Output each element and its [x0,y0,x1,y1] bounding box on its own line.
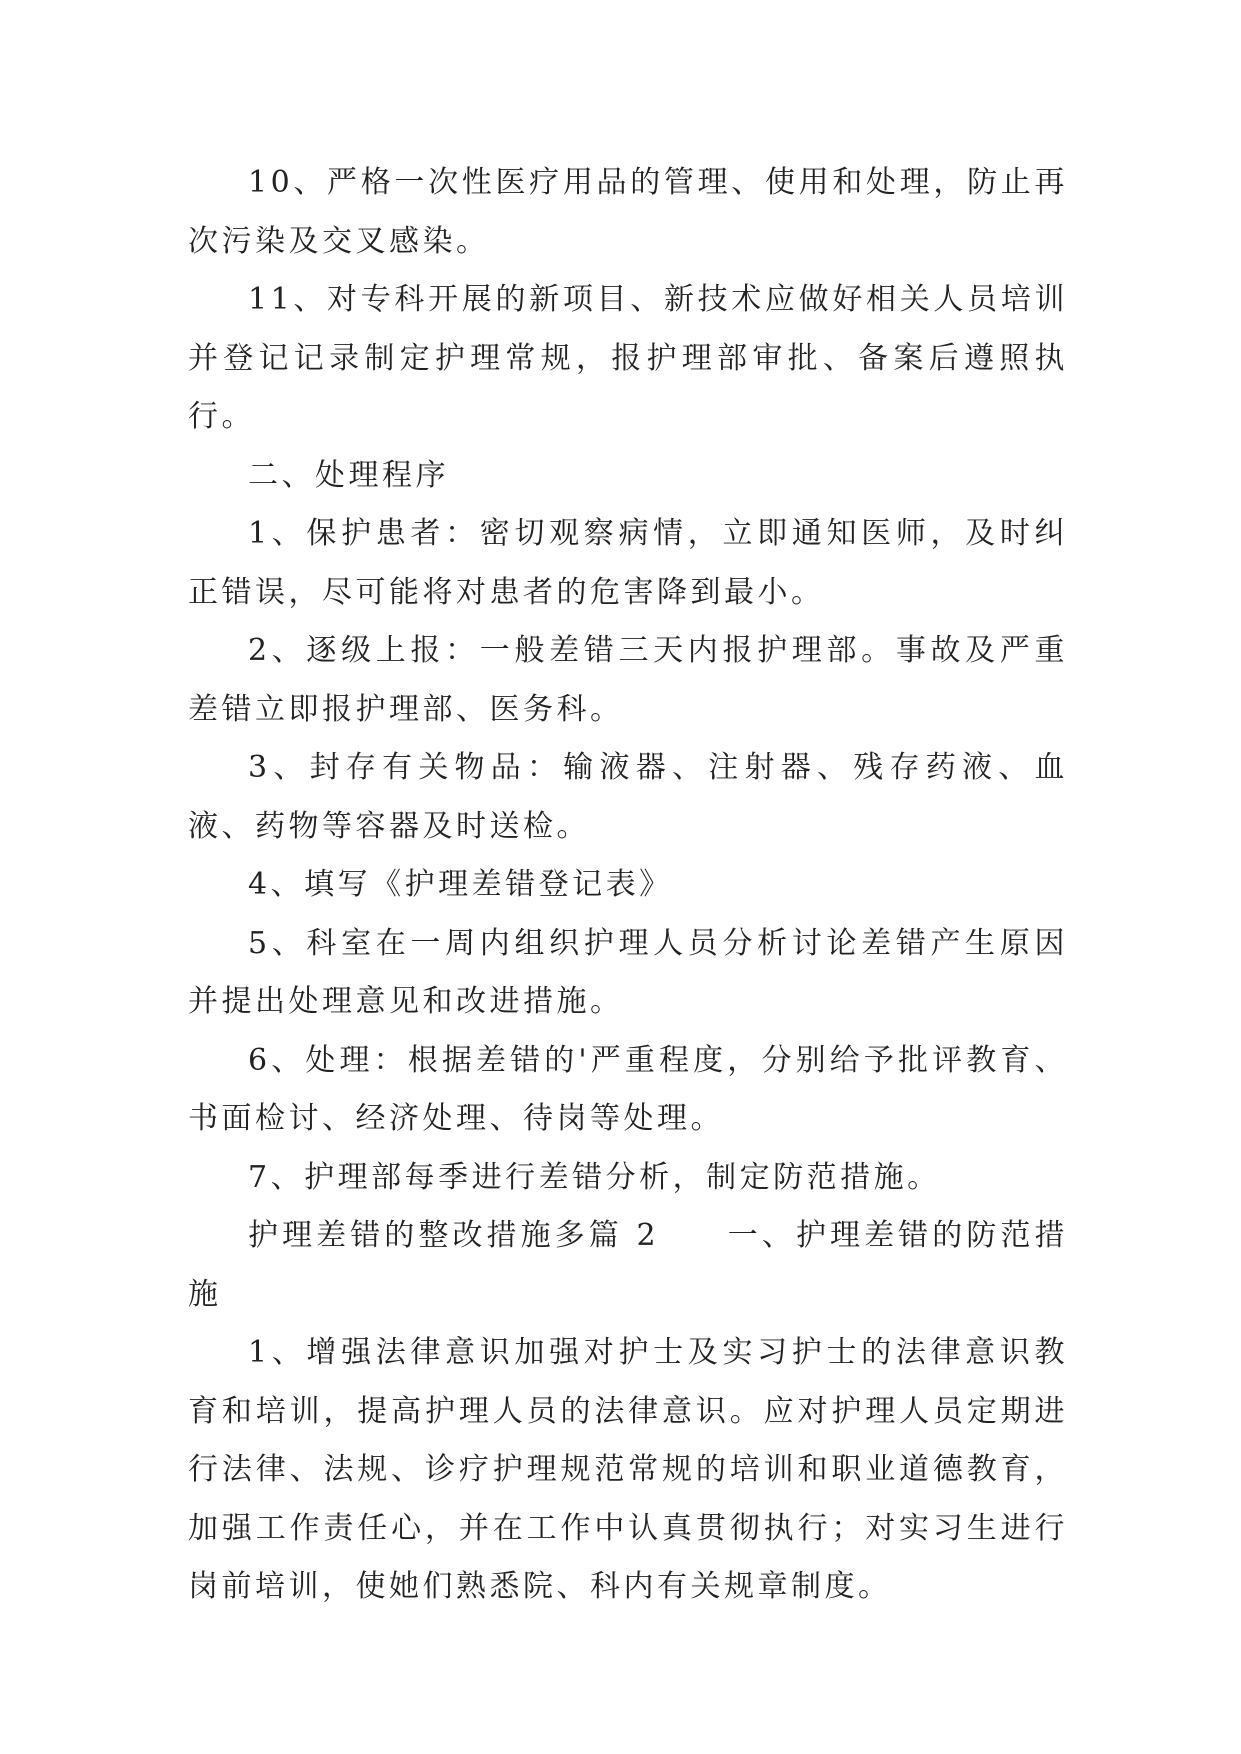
paragraph-step-2: 2、逐级上报：一般差错三天内报护理部。事故及严重差错立即报护理部、医务科。 [188,633,1068,727]
paragraph-step-4: 4、填写《护理差错登记表》 [248,867,673,902]
section-heading-procedure: 二、处理程序 [248,457,449,493]
paragraph-step-7: 7、护理部每季进行差错分析，制定防范措施。 [248,1159,941,1195]
paragraph-step-1: 1、保护患者：密切观察病情，立即通知医师，及时纠正错误，尽可能将对患者的危害降到最小。 [188,516,1068,610]
paragraph-step-3: 3、封存有关物品：输液器、注射器、残存药液、血液、药物等容器及时送检。 [188,750,1068,844]
paragraph-item-10: 10、严格一次性医疗用品的管理、使用和处理，防止再次污染及交叉感染。 [188,165,1068,259]
document-body [188,154,1068,1617]
paragraph-step-5: 5、科室在一周内组织护理人员分析讨论差错产生原因并提出处理意见和改进措施。 [188,925,1068,1019]
paragraph-measure-1: 1、增强法律意识加强对护士及实习护士的法律意识教育和培训，提高护理人员的法律意识。应对护理人员定期进行法律、法规、诊疗护理规范常规的培训和职业道德教育，加强工作责任心，并在工作中认真贯彻执行；对实习生进行岗前培训，使她们熟悉院、科内有关规章制度。 [188,1335,1068,1604]
paragraph-step-6: 6、处理：根据差错的'严重程度，分别给予批评教育、书面检讨、经济处理、待岗等处理。 [188,1042,1068,1136]
paragraph-item-11: 11、对专科开展的新项目、新技术应做好相关人员培训并登记记录制定护理常规，报护理部审批、备案后遵照执行。 [188,282,1068,434]
section-heading-part-2: 护理差错的整改措施多篇 2 一、护理差错的防范措施 [188,1218,1068,1312]
